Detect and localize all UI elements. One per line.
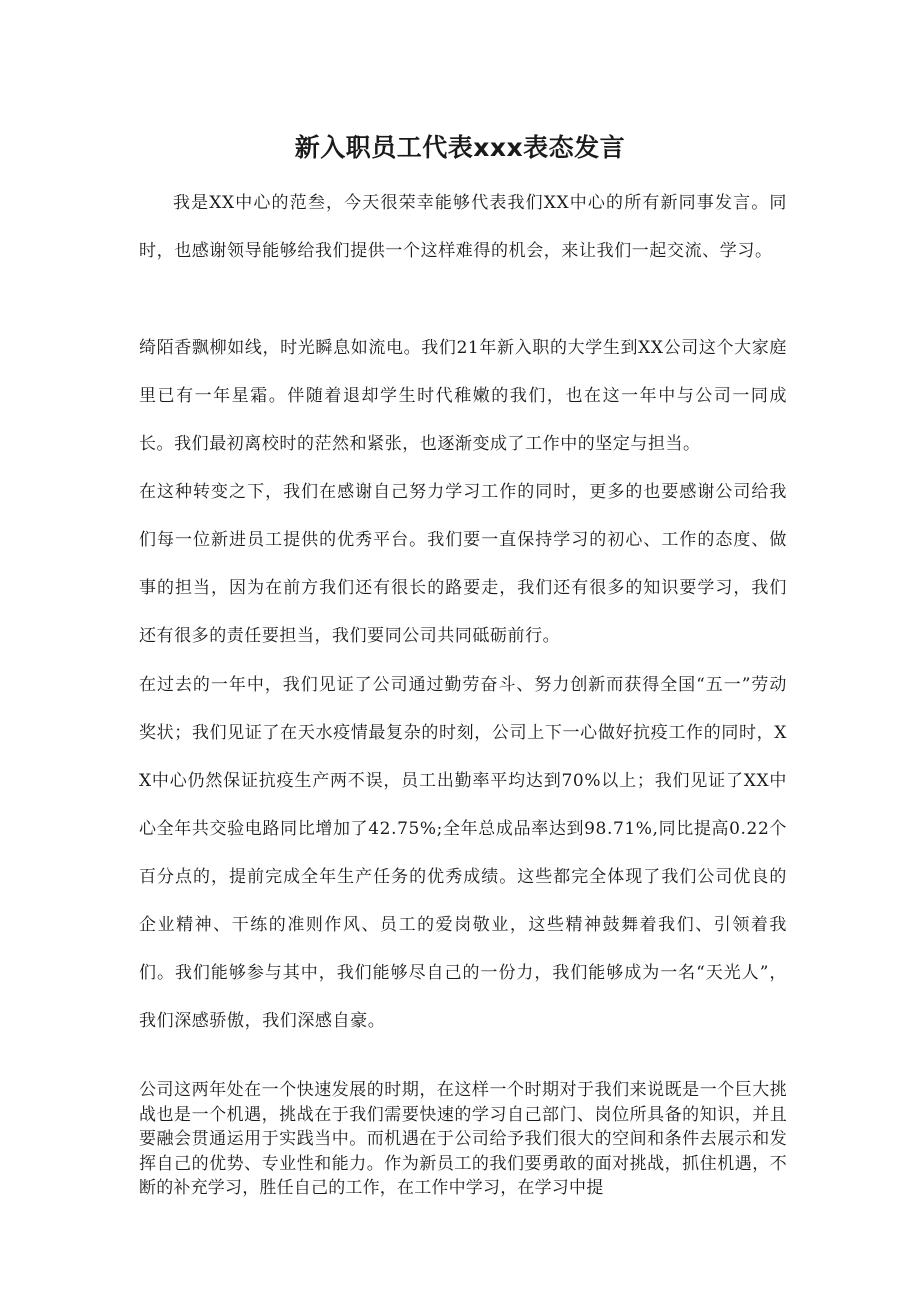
- paragraph-challenges: 公司这两年处在一个快速发展的时期，在这样一个时期对于我们来说既是一个巨大挑战也是一个机遇，挑战在于我们需要快速的学习自己部门、岗位所具备的知识，并且要融会贯通运用于实践当中。而机遇在于公司给予我们很大的空间和条件去展示和发挥自己的优势、专业性和能力。作为新员工的我们要勇敢的面对挑战，抓住机遇，不断的补充学习，胜任自己的工作，在工作中学习，在学习中提: [139, 1080, 787, 1198]
- document-title: 新入职员工代表xxx表态发言: [294, 133, 626, 162]
- paragraph-introduction: 我是XX中心的范叁，今天很荣幸能够代表我们XX中心的所有新同事发言。同时，也感谢领导能够给我们提供一个这样难得的机会，来让我们一起交流、学习。: [139, 193, 787, 261]
- paragraph-achievements: 在过去的一年中，我们见证了公司通过勤劳奋斗、努力创新而获得全国“五一”劳动奖状；我们见证了在天水疫情最复杂的时刻，公司上下一心做好抗疫工作的同时，XX中心仍然保证抗疫生产两不误，员工出勤率平均达到70%以上；我们见证了XX中心全年共交验电路同比增加了42.75%;全年总成品率达到98.71%,同比提高0.22个百分点的，提前完成全年生产任务的优秀成绩。这些都完全体现了我们公司优良的企业精神、干练的准则作风、员工的爱岗敬业，这些精神鼓舞着我们、引领着我们。我们能够参与其中，我们能够尽自己的一份力，我们能够成为一名“天光人”，我们深感骄傲，我们深感自豪。: [139, 675, 787, 1031]
- paragraph-one-year-growth: 绮陌香飘柳如线，时光瞬息如流电。我们21年新入职的大学生到XX公司这个大家庭里已有一年星霜。伴随着退却学生时代稚嫩的我们，也在这一年中与公司一同成长。我们最初离校时的茫然和紧张，也逐渐变成了工作中的坚定与担当。: [139, 338, 787, 454]
- paragraph-gratitude: 在这种转变之下，我们在感谢自己努力学习工作的同时，更多的也要感谢公司给我们每一位新进员工提供的优秀平台。我们要一直保持学习的初心、工作的态度、做事的担当，因为在前方我们还有很长的路要走，我们还有很多的知识要学习，我们还有很多的责任要担当，我们要同公司共同砥砺前行。: [139, 482, 787, 646]
